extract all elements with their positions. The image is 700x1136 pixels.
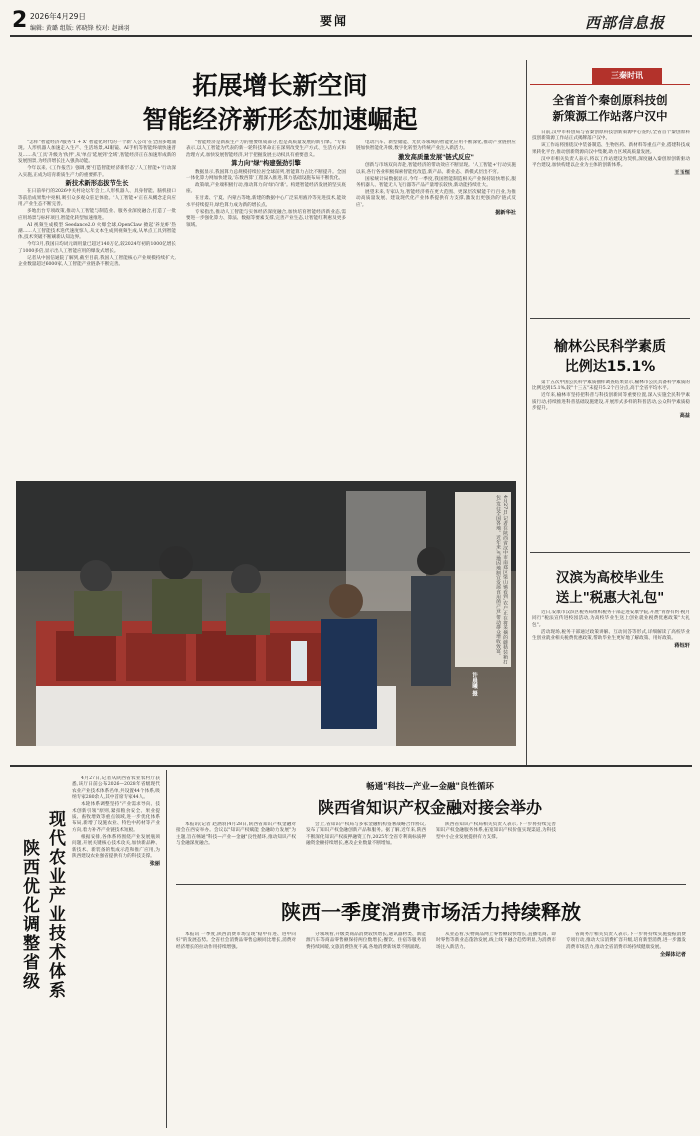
vertical-headline-1: 陕西优化调整省级: [19, 839, 39, 991]
story2-title-1: 榆林公民科学素质: [554, 339, 666, 355]
story3-paragraph: 活动现场,税务干部通过政策讲解、互动问答等形式,详细解读了高校毕业生创业就业相关税费优惠政策,帮助毕业生更好地了解政策、用好政策。: [532, 629, 690, 642]
ip-paragraph: 本报讯(记者 赵涵羽)4月28日,陕西省知识产权金融对接会在西安举办。会议以"知识产权赋能 金融助力发展"为主题,旨在畅通"科技—产业—金融"良性循环,推动知识产权与金融深度融合。: [176, 822, 296, 847]
consumer-paragraph: 从业态看,实物商品网上零售额较快增长,直播电商、即时零售等新业态蓬勃发展,线上线下融合趋势明显,为消费市场注入新活力。: [436, 932, 556, 950]
story2-paragraph: 第十五次中国公民科学素质抽样调查结果显示,榆林市公民具备科学素质的比例达到15.1%,较"十三五"末提升5.2个百分点,高于全省平均水平。: [532, 380, 690, 392]
sidebar-rule-2: [530, 552, 690, 553]
vertical-headline-2: 现代农业产业技术体系: [45, 810, 65, 1000]
consumer-story-body: [176, 932, 686, 1128]
lead-paragraph: "智能经济是新质生产力的重要组成部分,也是高质量发展的新引擎。"专家表示,以人工智能为代表的新一轮科技革命正在深刻改变生产方式、生活方式和治理方式,加快发展智能经济,对于把握发展主动权具有重要意义。: [186, 140, 346, 158]
story1-paragraph: 汉中市相关负责人表示,将以工作站建设为契机,深度融入秦创原创新驱动平台建设,加快构建以企业为主体的创新体系。: [532, 156, 690, 169]
consumer-paragraph: 分领域看,升级类商品消费较快增长,通讯器材类、新能源汽车等商品零售额保持两位数增长;餐饮、住宿等服务消费持续回暖,文旅消费热度不减,各地消费新场景不断涌现。: [306, 932, 426, 950]
lead-headline-2: 智能经济新形态加速崛起: [142, 105, 418, 134]
story2-title-2: 比例达15.1%: [564, 359, 656, 375]
lead-paragraph: 电动汽车、新型储能、光伏等领域的智能化应用不断深化,推动产业链供应链加快智能化升级,数字化转型为传统产业注入新活力。: [356, 140, 516, 152]
lead-paragraph: 今年3月,我国日均词元调用量已超过140万亿,较2024年初的1000亿增长了1000多倍,显示出人工智能应用的爆发式增长。: [18, 242, 176, 254]
photo-caption-text: 4月27日,记者在陕西省汉中市南郑区梁山镇看到,农户正在将采摘的蘑菇装箱打包,发往全国各地。近年来,当地因地制宜发展食用菌产业,带动群众增收致富。: [495, 495, 507, 664]
vertical-paragraph: 4月27日,记者从陕西省农业农村厅获悉,该厅日前公布2026—2028年省级现代农业产业技术体系名单,共设置44个体系,吸纳专家280余人,其中首席专家44人。: [72, 776, 160, 801]
consumer-headline: 陕西一季度消费市场活力持续释放: [281, 900, 581, 924]
lead-paragraph: 在甘肃、宁夏、内蒙古等地,新建的数据中心广泛采用液冷等先进技术,能效水平持续提升,绿色算力成为新的增长点。: [186, 196, 346, 208]
story3-paragraph: 近日,安康市汉滨区税务局组织税务干部走进安康学院,开展"青春有约·税月同行"税法宣传进校园活动,为高校毕业生送上创业就业税费优惠政策"大礼包"。: [532, 610, 690, 628]
story3-title-2: 送上"税惠大礼包": [555, 590, 665, 606]
lead-column-1: [18, 140, 176, 475]
paper-name-logo: 西部信息报: [585, 14, 666, 32]
story3-byline: 蒋钰轩: [674, 643, 690, 650]
vertical-paragraph: 根据安排,各体系将围绕产业发展瓶颈问题,开展关键核心技术攻关,加快新品种、新技术、新装备的集成示范和推广应用,为陕西建设农业强省提供有力的科技支撑。: [72, 834, 160, 860]
ip-paragraph: 会上,省知识产权局与多家金融机构签署战略合作协议,发布了知识产权金融创新产品和服务。据了解,近年来,陕西不断深化知识产权质押融资工作,2025年全省专利商标质押融资金额持续增长,惠及企业数量不断增加。: [306, 822, 426, 847]
story2-paragraph: 近年来,榆林市坚持把科普与科技创新同等重要位置,深入实施全民科学素质行动,持续推进科普基础设施建设,开展形式多样的科普活动,公众科学素质稳步提升。: [532, 393, 690, 412]
sidebar-label: 三秦时讯: [592, 68, 662, 84]
sidebar-label-rule: [530, 84, 690, 85]
lead-byline: 据新华社: [495, 209, 516, 216]
lead-headline-1: 拓展增长新空间: [192, 71, 368, 100]
lead-subhead-1: 新技术新形态拔节生长: [65, 180, 129, 188]
lead-paragraph: "怎样"智能经济?服务'1 + X' 智能化时代的一个新'人公司'在全国多地涌现。人形机器人加速走入生产、生活场景,AI眼镜、AI手机等智能终端快速普及……从'工具'升级为'伙伴',从'单点'延展到'全域',智能经济正在加速形成新的发展图景,为经济增长注入强劲动能。: [18, 140, 176, 165]
photo-credit: 许晨曦 摄: [471, 672, 477, 696]
vertical-paragraph: 本轮体系调整坚持"产业需求导向、技术创新引领"原则,紧扣粮食安全、果业提质、畜牧增效等重点领域,进一步优化体系布局,新增了设施农业、特色中药材等产业方向,着力补齐产业链技术短板。: [72, 802, 160, 833]
story1-body: [532, 130, 690, 312]
ip-divider: [176, 884, 686, 885]
masthead-rule: [10, 35, 692, 37]
consumer-paragraph: 本报讯 一季度,陕西消费市场呈现"稳中有进、进中向好"的发展态势。全省社会消费品零售总额同比增长,消费对经济增长的拉动作用持续增强。: [176, 932, 296, 950]
story2-byline: 高益: [679, 413, 690, 420]
lead-paragraph: AI 视频生成模型 Seedance2.0 火爆全球,OpenClaw 掀起'养龙虾'热潮……人工智能技术迭代速度惊人,从文本生成到视频生成,从单点工具到智能体,技术突破不断刷新认知边界。: [18, 222, 176, 241]
photo-caption: [455, 492, 511, 667]
issue-date: 2026年4月29日: [30, 12, 86, 21]
vertical-story-body: [72, 776, 160, 1128]
sidebar-divider: [526, 60, 527, 765]
editors-line: 编辑: 黄璐 组版: 郭晓锋 校对: 赵涵羽: [30, 25, 130, 32]
vertical-byline: 张丽: [149, 861, 160, 868]
lead-paragraph: 展望未来,专家认为,智能经济将在更大范围、更深层次赋能千行百业,为推动高质量发展、建设现代化产业体系提供有力支撑,激发出更强劲的'链式反应'。: [356, 190, 516, 208]
sidebar-rule-1: [530, 318, 690, 319]
story1-title-1: 全省首个秦创原科技创: [552, 93, 668, 107]
ip-paragraph: 陕西省知识产权局相关负责人表示,下一步将持续完善知识产权金融服务体系,拓宽知识产权价值实现渠道,为科技型中小企业发展提供有力支撑。: [436, 822, 556, 840]
lead-paragraph: 政策端,产业端积极行动,推动算力向'绿'向'新'。构建智能经济发展的坚实底座。: [186, 183, 346, 195]
lead-paragraph: 创新与市场双向奔赴,智能经济的带动效应不断显现。'人工智能+'行动实施以来,各行各业积极探索智能化改造,新产品、新业态、新模式层出不穷。: [356, 163, 516, 175]
lead-paragraph: 今年以来,《工作报告》强调,要'打造智能经济新形态','人工智能+'行动深入实施,正成为培育新质生产力的重要抓手。: [18, 166, 176, 178]
consumer-paragraph: 省商务厅相关负责人表示,下一步将持续实施提振消费专项行动,推动大宗消费扩容升级,培育新型消费,进一步激发消费市场活力,推动全省消费市场持续健康发展。: [566, 932, 686, 950]
page-number: 2: [12, 8, 28, 33]
story1-title-2: 新策源工作站落户汉中: [552, 109, 668, 123]
vertical-divider: [166, 770, 167, 1128]
story1-paragraph: 该工作站将围绕汉中装备制造、生物医药、新材料等重点产业,搭建科技成果转化平台,推动创新资源向汉中集聚,助力区域高质量发展。: [532, 143, 690, 155]
lead-paragraph: 多地出台专项政策,推动人工智能与制造业、服务业深度融合,打造了一批应用场景与标杆项目,智能化转型加速推进。: [18, 209, 176, 221]
story1-byline: 王玉恒: [674, 170, 690, 177]
story1-paragraph: 日前,汉中市科创局与省秦创原科技创新策源中心签约,全省首个秦创原科技创新策源工作站正式揭牌落户汉中。: [532, 130, 690, 142]
lead-paragraph: 数据显示,我国算力总规模持续位居全球前列,智能算力占比不断提升。全国一体化算力网加快建设,'东数西算'工程深入推进,算力基础设施布局不断优化。: [186, 169, 346, 182]
lead-column-2: [186, 140, 346, 475]
lead-paragraph: 记者从中国信通院了解到,截至目前,我国人工智能核心产业规模持续扩大,企业数量超过6000家,人工智能产业链条不断完善。: [18, 255, 176, 268]
lead-subhead-3: 激发高质量发展"链式反应": [398, 153, 474, 161]
lead-paragraph: 国家统计局数据显示,今年一季度,我国智能制造相关产业保持较快增长,服务机器人、智能无人飞行器等产品产量增长较快,新动能持续壮大。: [356, 176, 516, 189]
ip-headline: 陕西省知识产权金融对接会举办: [317, 798, 542, 817]
lead-paragraph: 在日前举行的2026中关村论坛年会上,人形机器人、具身智能、脑机接口等前沿成果集中亮相,吸引众多观众驻足体验。'人工智能+'正在从概念走向应用,产业生态不断完善。: [18, 189, 176, 208]
story3-title-1: 汉滨为高校毕业生: [556, 570, 664, 586]
lead-subhead-2: 算力向"绿"构建强劲引擎: [231, 160, 301, 168]
section-divider: [10, 765, 692, 767]
ip-kicker: 畅通"科技—产业—金融"良性循环: [366, 782, 494, 792]
story2-body: [532, 380, 690, 548]
photo-illustration: [16, 481, 516, 746]
ip-story-body: [176, 822, 686, 876]
section-title: 要闻: [320, 14, 349, 28]
lead-paragraph: 专家指出,推动人工智能与实体经济深度融合,加快培育智能经济新业态,需要进一步强化算力、算法、数据等要素支撑,完善产业生态,让智能红利惠及更多领域。: [186, 209, 346, 228]
story3-body: [532, 610, 690, 760]
consumer-byline: 全媒体记者: [660, 951, 686, 958]
news-photo: [16, 481, 516, 746]
lead-column-3: [356, 140, 516, 475]
